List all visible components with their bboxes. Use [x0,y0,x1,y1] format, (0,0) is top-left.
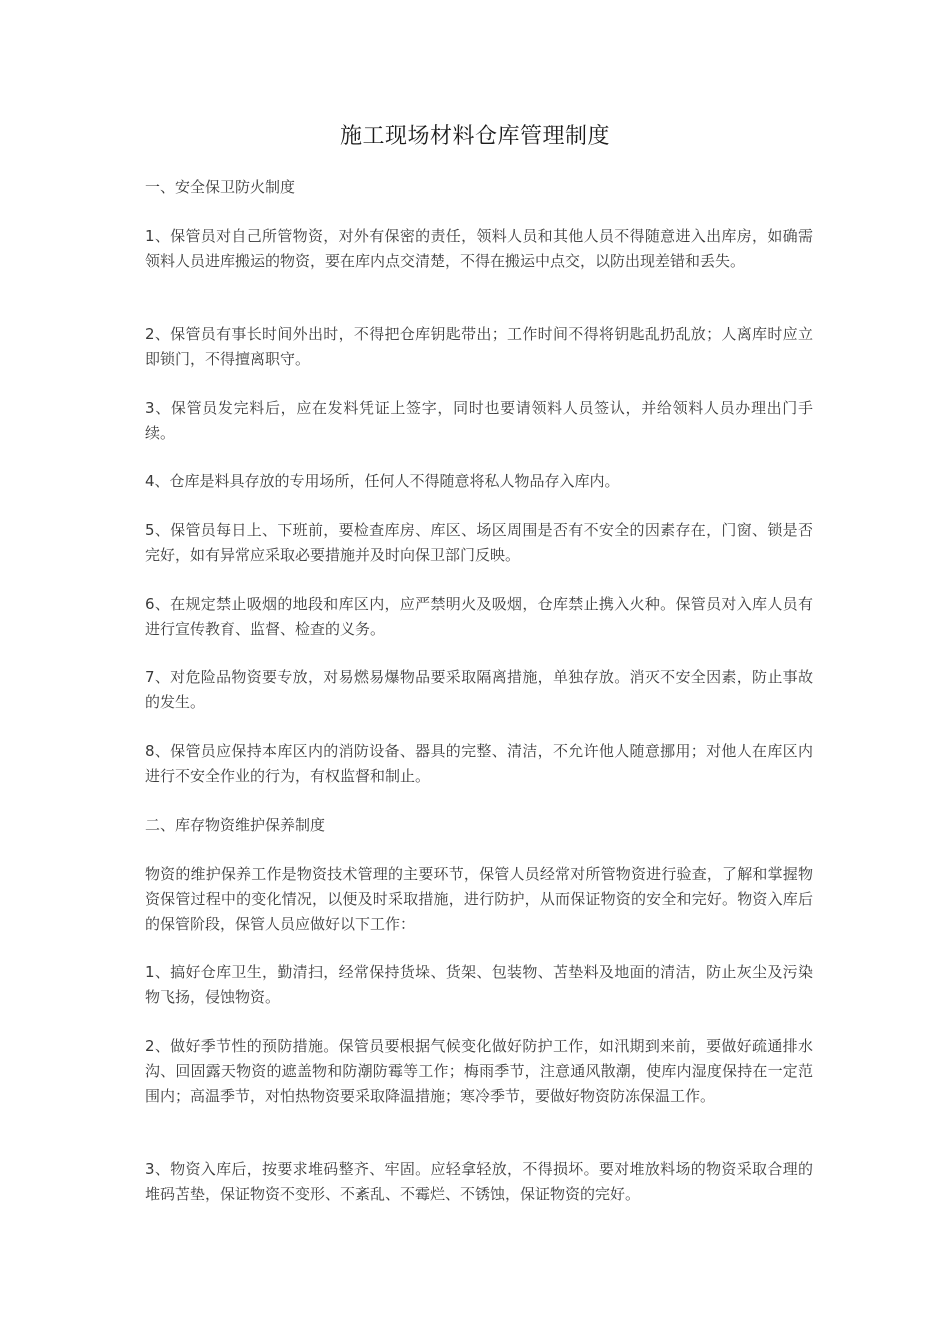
document-title: 施工现场材料仓库管理制度 [339,124,610,149]
paragraph: 物资的维护保养工作是物资技术管理的主要环节，保管人员经常对所管物资进行验查，了解和掌握物资保管过程中的变化情况，以便及时采取措施，进行防护，从而保证物资的安全和完好。物资入库后的保管阶段，保管人员应做好以下工作： [145,865,813,933]
section-heading-maintenance: 二、库存物资维护保养制度 [145,816,326,834]
paragraph: 1、搞好仓库卫生，勤清扫，经常保持货垛、货架、包装物、苫垫料及地面的清洁，防止灰尘及污染物飞扬，侵蚀物资。 [145,963,813,1006]
paragraph: 4、仓库是料具存放的专用场所，任何人不得随意将私人物品存入库内。 [145,472,620,490]
paragraph: 2、保管员有事长时间外出时，不得把仓库钥匙带出；工作时间不得将钥匙乱扔乱放；人离库时应立即锁门，不得擅离职守。 [145,325,813,368]
paragraph: 7、对危险品物资要专放，对易燃易爆物品要采取隔离措施，单独存放。消灭不安全因素，防止事故的发生。 [145,668,813,711]
paragraph: 5、保管员每日上、下班前，要检查库房、库区、场区周围是否有不安全的因素存在，门窗、锁是否完好，如有异常应采取必要措施并及时向保卫部门反映。 [145,521,813,564]
paragraph: 8、保管员应保持本库区内的消防设备、器具的完整、清洁，不允许他人随意挪用；对他人在库区内进行不安全作业的行为，有权监督和制止。 [145,742,813,785]
paragraph: 1、保管员对自己所管物资，对外有保密的责任，领料人员和其他人员不得随意进入出库房，如确需领料人员进库搬运的物资，要在库内点交清楚，不得在搬运中点交，以防出现差错和丢失。 [145,227,813,270]
paragraph: 3、物资入库后，按要求堆码整齐、牢固。应轻拿轻放，不得损坏。要对堆放料场的物资采取合理的堆码苫垫，保证物资不变形、不紊乱、不霉烂、不锈蚀，保证物资的完好。 [145,1160,813,1203]
section-heading-security: 一、安全保卫防火制度 [145,178,296,196]
paragraph: 2、做好季节性的预防措施。保管员要根据气候变化做好防护工作，如汛期到来前，要做好疏通排水沟、回固露天物资的遮盖物和防潮防霉等工作；梅雨季节，注意通风散潮，使库内湿度保持在一定范围内；高温季节，对怕热物资要采取降温措施；寒冷季节，要做好物资防冻保温工作。 [145,1037,813,1105]
paragraph: 6、在规定禁止吸烟的地段和库区内，应严禁明火及吸烟，仓库禁止携入火种。保管员对入库人员有进行宣传教育、监督、检查的义务。 [145,595,813,638]
paragraph: 3、保管员发完料后，应在发料凭证上签字，同时也要请领料人员签认，并给领料人员办理出门手续。 [145,399,813,442]
